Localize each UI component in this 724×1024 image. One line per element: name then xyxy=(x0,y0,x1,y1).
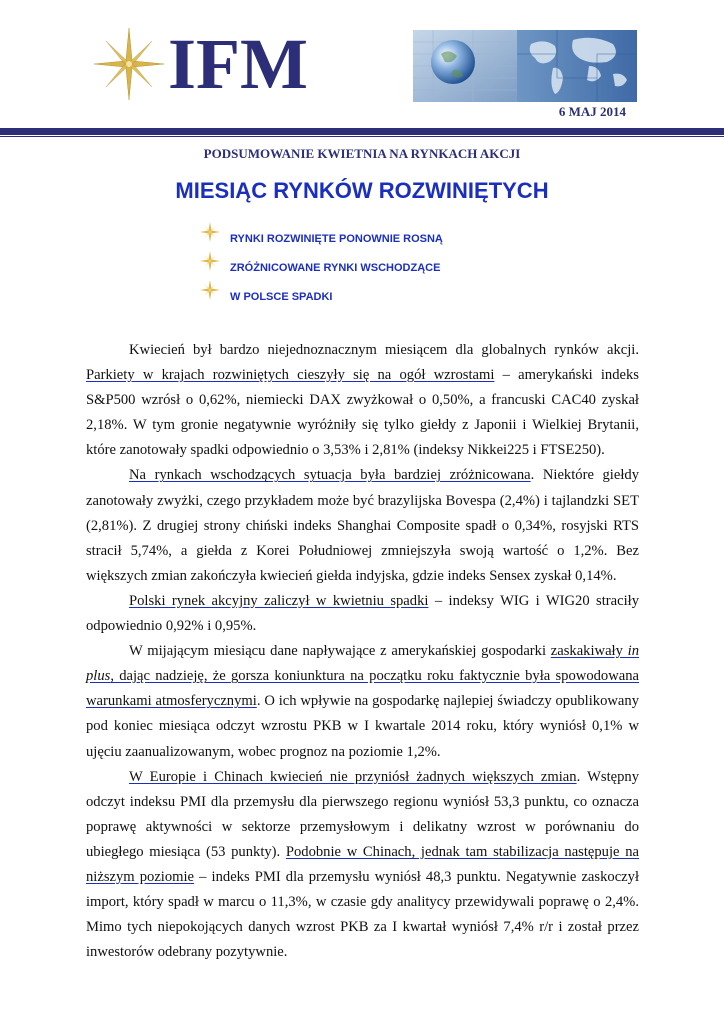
paragraph-text: . Niektóre giełdy zanotowały zwyżki, czego przykładem może być brazylijska Bovespa (2,4%) i tajlandzki SET (2,81%). Z drugiej strony chiński indeks Shanghai Composite spadł o 0,34%, rosyjski RTS stracił 5,74%, a giełda z Korei Południowej zmniejszyła swoją wartość o 1,2%. Bez większych zmian zakończyła kwiecień giełda indyjska, gdzie indeks Sensex zyskał 0,14%. xyxy=(86,467,639,584)
underlined-key-phrase: Na rynkach wschodzących sytuacja była bardziej zróżnicowana xyxy=(129,467,531,484)
italic-phrase: in plus xyxy=(86,643,639,685)
report-subtitle: PODSUMOWANIE KWIETNIA NA RYNKACH AKCJI xyxy=(203,146,521,161)
article-body xyxy=(86,338,639,965)
key-point xyxy=(200,251,620,280)
paragraph-us-economy xyxy=(86,639,639,764)
paragraph-europe-china xyxy=(86,765,639,966)
header-divider-thin xyxy=(0,136,724,137)
document-date: 6 MAJ 2014 xyxy=(558,104,626,119)
gold-star-bullet-icon xyxy=(200,280,220,300)
key-point xyxy=(200,280,620,309)
underlined-key-phrase: Podobnie w Chinach, jednak tam stabilizacja następuje na niższym poziomie xyxy=(86,843,639,885)
key-point-text: RYNKI ROZWINIĘTE PONOWNIE ROSNĄ xyxy=(230,233,443,245)
paragraph-text: W mijającym miesiącu dane napływające z amerykańskiej gospodarki xyxy=(129,643,551,660)
paragraph-text: – indeksy WIG i WIG20 straciły odpowiednio 0,92% i 0,95%. xyxy=(86,592,639,635)
underlined-key-phrase: Parkiety w krajach rozwiniętych cieszyły się na ogół wzrostami xyxy=(86,367,495,384)
header-divider-thick xyxy=(0,128,724,135)
paragraph-emerging-markets xyxy=(86,463,639,588)
gold-star-bullet-icon xyxy=(200,251,220,271)
paragraph-global-markets xyxy=(86,338,639,463)
underlined-key-phrase: Polski rynek akcyjny zaliczył w kwietniu spadki xyxy=(129,592,429,609)
paragraph-polish-market xyxy=(86,589,639,639)
paragraph-text: zaskakiwały xyxy=(550,643,628,660)
key-point-text: W POLSCE SPADKI xyxy=(230,291,333,303)
key-points-list xyxy=(200,222,620,309)
compass-star-logo-icon xyxy=(94,28,164,100)
header-photo-globe-map xyxy=(413,30,637,102)
paragraph-text: Kwiecień był bardzo niejednoznacznym miesiącem dla globalnych rynków akcji. xyxy=(129,342,639,358)
gold-star-bullet-icon xyxy=(200,222,220,242)
paragraph-text: , dając nadzieję, że gorsza koniunktura na początku roku faktycznie była spowodowana warunkami atmosferycznymi xyxy=(86,668,639,710)
underlined-key-phrase: W Europie i Chinach kwiecień nie przyniósł żadnych większych zmian xyxy=(129,768,577,785)
paragraph-text: – indeks PMI dla przemysłu wyniósł 48,3 punktu. Negatywnie zaskoczył import, który spadł w marcu o 11,3%, w czasie gdy analitycy przewidywali poprawę o 2,4%. Mimo tych niepokojących danych wzrost PKB za I kwartał wyniósł 7,4% r/r i został przez inwestorów odebrany pozytywnie. xyxy=(86,868,639,961)
paragraph-text: . Wstępny odczyt indeksu PMI dla przemysłu dla pierwszego regionu wyniósł 53,3 punktu, co oznacza poprawę aktywności w sektorze przemysłowym i delikatny wzrost w porównaniu do ubiegłego miesiąca (53 punkty). xyxy=(86,768,639,860)
key-point-text: ZRÓŻNICOWANE RYNKI WSCHODZĄCE xyxy=(230,262,441,274)
report-headline: MIESIĄC RYNKÓW ROZWINIĘTYCH xyxy=(175,178,549,203)
paragraph-text: . O ich wpływie na gospodarkę najlepiej świadczy opublikowany pod koniec miesiąca odczyt wzrostu PKB w I kwartale 2014 roku, który wyniósł 0,1% w ujęciu zaanualizowanym, wobec prognoz na poziomie 1,2%. xyxy=(86,693,639,760)
key-point xyxy=(200,222,620,251)
paragraph-text: – amerykański indeks S&P500 wzrósł o 0,62%, niemiecki DAX zwyżkował o 0,50%, a francuski CAC40 zyskał 2,18%. W tym gronie negatywnie wyróżniły się tylko giełdy z Japonii i Wielkiej Brytanii, które zanotowały spadki odpowiednio o 3,53% i 2,81% (indeksy Nikkei225 i FTSE250). xyxy=(86,367,639,459)
ifm-logo: IFM xyxy=(168,24,308,104)
